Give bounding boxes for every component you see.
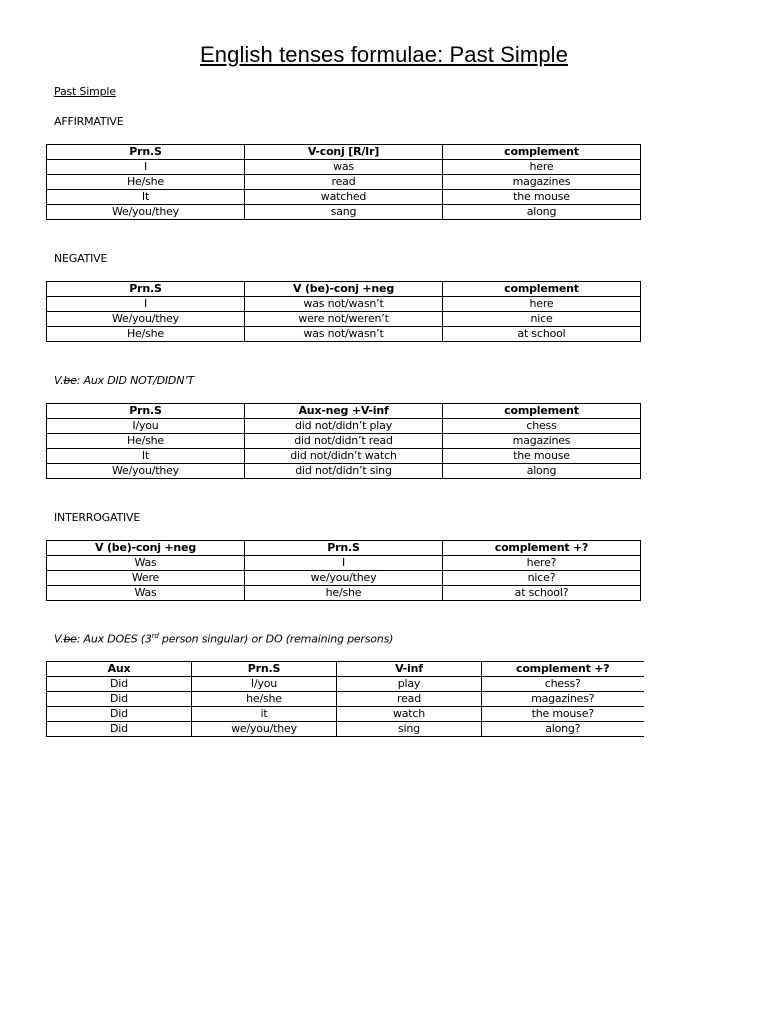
table-cell: sing <box>337 722 482 737</box>
table-row <box>47 160 641 175</box>
table-row <box>47 449 641 464</box>
table-row <box>47 571 641 586</box>
table-cell: he/she <box>192 692 337 707</box>
table-cell: chess <box>443 419 641 434</box>
table-cell: We/you/they <box>47 464 245 479</box>
table-cell: sang <box>245 205 443 220</box>
label-superscript: rd <box>151 632 159 640</box>
table-row <box>47 722 644 737</box>
interrogative-table <box>46 540 641 601</box>
table-header-row <box>47 662 644 677</box>
table-row <box>47 297 641 312</box>
table-cell: was not/wasn’t <box>245 297 443 312</box>
column-header: V-conj [R/Ir] <box>245 145 443 160</box>
table-cell: were not/weren’t <box>245 312 443 327</box>
table-cell: did not/didn’t sing <box>245 464 443 479</box>
column-header: V (be)-conj +neg <box>245 282 443 297</box>
column-header: Prn.S <box>47 145 245 160</box>
table-cell: the mouse <box>443 190 641 205</box>
table-cell: watched <box>245 190 443 205</box>
column-header: Aux <box>47 662 192 677</box>
table-cell: the mouse <box>443 449 641 464</box>
table-row <box>47 692 644 707</box>
table-row <box>47 175 641 190</box>
table-cell: He/she <box>47 434 245 449</box>
table-cell: Did <box>47 707 192 722</box>
table-cell: here <box>443 160 641 175</box>
interrogative-label: INTERROGATIVE <box>54 511 141 524</box>
table-cell: He/she <box>47 175 245 190</box>
table-cell: watch <box>337 707 482 722</box>
table-cell: magazines <box>443 434 641 449</box>
table-header-row <box>47 145 641 160</box>
table-cell: did not/didn’t read <box>245 434 443 449</box>
negative-table <box>46 281 641 342</box>
page-title: English tenses formulae: Past Simple <box>200 42 568 67</box>
table-cell: Was <box>47 556 245 571</box>
table-cell: I <box>47 160 245 175</box>
table-row <box>47 327 641 342</box>
interrogative-aux-table <box>46 661 644 737</box>
negative-aux-table <box>46 403 641 479</box>
column-header: complement <box>443 282 641 297</box>
table-cell: magazines? <box>482 692 644 707</box>
table-cell: We/you/they <box>47 205 245 220</box>
label-prefix: V. <box>54 632 64 646</box>
table-row <box>47 677 644 692</box>
table-cell: He/she <box>47 327 245 342</box>
table-cell: I/you <box>47 419 245 434</box>
table-cell: here <box>443 297 641 312</box>
table-row <box>47 205 641 220</box>
table-cell: Did <box>47 677 192 692</box>
table-cell: at school <box>443 327 641 342</box>
table-row <box>47 190 641 205</box>
column-header: complement +? <box>443 541 641 556</box>
table-cell: along? <box>482 722 644 737</box>
table-cell: chess? <box>482 677 644 692</box>
table-cell: read <box>337 692 482 707</box>
table-row <box>47 464 641 479</box>
negative-label: NEGATIVE <box>54 252 108 265</box>
table-cell: read <box>245 175 443 190</box>
table-row <box>47 586 641 601</box>
table-header-row <box>47 404 641 419</box>
table-cell: I <box>47 297 245 312</box>
table-cell: it <box>192 707 337 722</box>
label-prefix: V. <box>54 374 64 387</box>
table-cell: Did <box>47 722 192 737</box>
table-cell: nice? <box>443 571 641 586</box>
affirmative-label: AFFIRMATIVE <box>54 115 124 128</box>
table-header-row <box>47 541 641 556</box>
column-header: Aux-neg +V-inf <box>245 404 443 419</box>
table-cell: play <box>337 677 482 692</box>
table-row <box>47 312 641 327</box>
table-row <box>47 707 644 722</box>
table-cell: we/you/they <box>192 722 337 737</box>
table-cell: the mouse? <box>482 707 644 722</box>
table-cell: magazines <box>443 175 641 190</box>
table-row <box>47 556 641 571</box>
table-header-row <box>47 282 641 297</box>
column-header: complement <box>443 145 641 160</box>
table-cell: did not/didn’t watch <box>245 449 443 464</box>
table-cell: at school? <box>443 586 641 601</box>
label-struck-be: be <box>63 374 77 387</box>
column-header: Prn.S <box>47 282 245 297</box>
table-row <box>47 419 641 434</box>
column-header: complement <box>443 404 641 419</box>
label-mid: : Aux DOES (3 <box>76 632 152 646</box>
column-header: V (be)-conj +neg <box>47 541 245 556</box>
column-header: complement +? <box>482 662 644 677</box>
table-row <box>47 434 641 449</box>
table-cell: It <box>47 449 245 464</box>
table-cell: he/she <box>245 586 443 601</box>
table-cell: along <box>443 464 641 479</box>
column-header: Prn.S <box>47 404 245 419</box>
table-cell: We/you/they <box>47 312 245 327</box>
interrogative-aux-label <box>54 632 393 646</box>
label-rest: person singular) or DO (remaining persons) <box>158 632 394 646</box>
affirmative-table <box>46 144 641 220</box>
column-header: Prn.S <box>192 662 337 677</box>
table-cell: was <box>245 160 443 175</box>
table-cell: It <box>47 190 245 205</box>
table-cell: Did <box>47 692 192 707</box>
table-cell: I <box>245 556 443 571</box>
label-struck-be: be <box>63 632 77 646</box>
negative-aux-label <box>54 374 194 387</box>
table-cell: nice <box>443 312 641 327</box>
table-cell: I/you <box>192 677 337 692</box>
column-header: V-inf <box>337 662 482 677</box>
table-cell: we/you/they <box>245 571 443 586</box>
label-rest: : Aux DID NOT/DIDN’T <box>76 374 195 387</box>
table-cell: did not/didn’t play <box>245 419 443 434</box>
table-cell: was not/wasn’t <box>245 327 443 342</box>
column-header: Prn.S <box>245 541 443 556</box>
subtitle: Past Simple <box>54 85 116 98</box>
table-cell: Were <box>47 571 245 586</box>
table-cell: here? <box>443 556 641 571</box>
table-cell: Was <box>47 586 245 601</box>
table-cell: along <box>443 205 641 220</box>
